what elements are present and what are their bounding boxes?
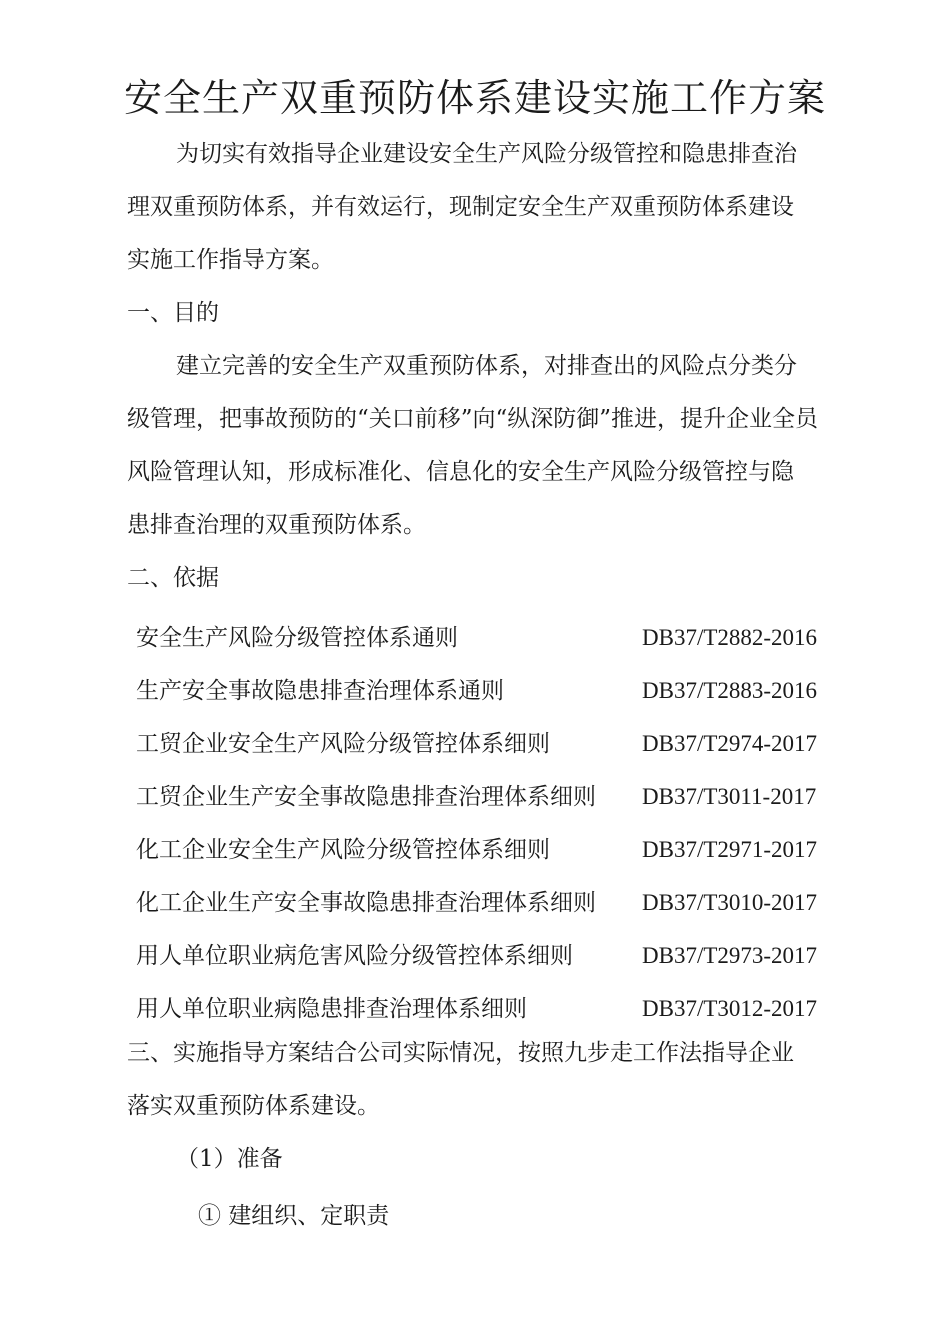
- step-1-item-1: ① 建组织、定职责: [198, 1203, 390, 1229]
- section-2-heading: 二、依据: [127, 565, 219, 591]
- section-3-line-2: 落实双重预防体系建设。: [127, 1093, 380, 1119]
- intro-line-1: 为切实有效指导企业建设安全生产风险分级管控和隐患排查治: [176, 141, 797, 167]
- intro-line-3: 实施工作指导方案。: [127, 247, 334, 273]
- step-1-heading: （1）准备: [176, 1146, 283, 1172]
- reference-code: DB37/T2883-2016: [642, 678, 818, 703]
- section-1-line-1: 建立完善的安全生产双重预防体系，对排查出的风险点分类分: [176, 353, 797, 379]
- reference-code: DB37/T3012-2017: [642, 996, 818, 1021]
- reference-code: DB37/T2882-2016: [642, 625, 818, 650]
- intro-line-2: 理双重预防体系，并有效运行，现制定安全生产双重预防体系建设: [127, 194, 794, 220]
- reference-code: DB37/T3011-2017: [642, 784, 817, 809]
- reference-name: 化工企业生产安全事故隐患排查治理体系细则: [136, 890, 596, 916]
- section-3-line-1: 三、实施指导方案结合公司实际情况，按照九步走工作法指导企业: [127, 1040, 794, 1066]
- reference-name: 工贸企业安全生产风险分级管控体系细则: [136, 731, 550, 757]
- reference-code: DB37/T2971-2017: [642, 837, 818, 862]
- section-1-heading: 一、目的: [127, 300, 219, 326]
- reference-name: 生产安全事故隐患排查治理体系通则: [136, 678, 504, 704]
- reference-name: 用人单位职业病隐患排查治理体系细则: [136, 996, 527, 1022]
- section-1-line-2: 级管理，把事故预防的“关口前移”向“纵深防御”推进，提升企业全员: [127, 406, 819, 432]
- reference-name: 用人单位职业病危害风险分级管控体系细则: [136, 943, 573, 969]
- section-1-line-3: 风险管理认知，形成标准化、信息化的安全生产风险分级管控与隐: [127, 459, 794, 485]
- reference-name: 工贸企业生产安全事故隐患排查治理体系细则: [136, 784, 596, 810]
- reference-code: DB37/T2974-2017: [642, 731, 818, 756]
- document-title: 安全生产双重预防体系建设实施工作方案: [123, 76, 826, 120]
- reference-name: 安全生产风险分级管控体系通则: [136, 625, 458, 651]
- section-1-line-4: 患排查治理的双重预防体系。: [127, 512, 426, 538]
- reference-name: 化工企业安全生产风险分级管控体系细则: [136, 837, 550, 863]
- reference-code: DB37/T2973-2017: [642, 943, 818, 968]
- reference-code: DB37/T3010-2017: [642, 890, 818, 915]
